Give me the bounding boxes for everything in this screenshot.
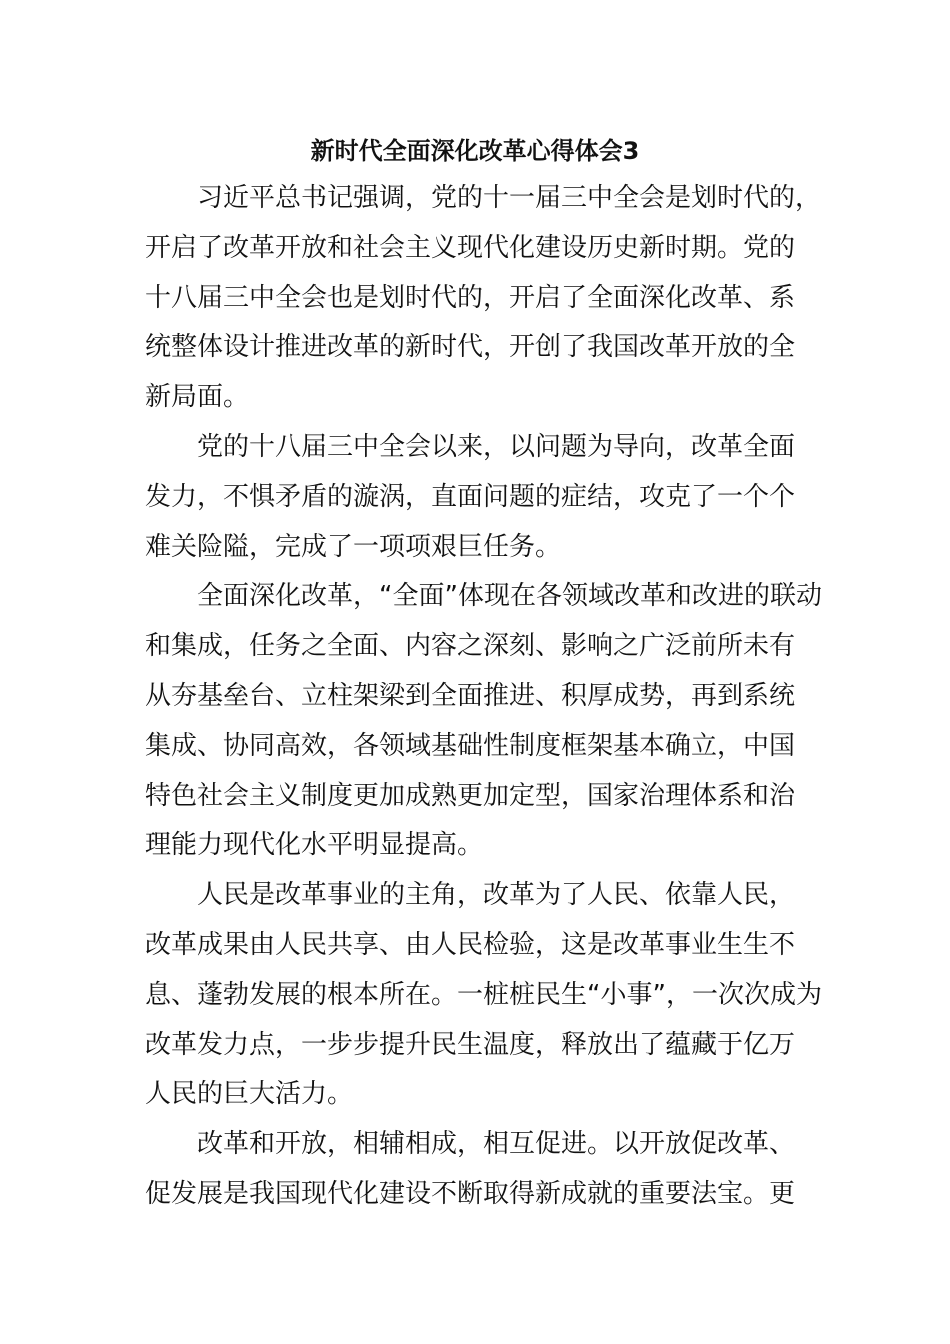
document-body xyxy=(145,174,822,1220)
text-line: 息、蓬勃发展的根本所在。一桩桩民生“小事”，一次次成为 xyxy=(145,979,822,1010)
text-line: 集成、协同高效，各领域基础性制度框架基本确立，中国 xyxy=(145,730,796,761)
text-line: 十八届三中全会也是划时代的，开启了全面深化改革、系 xyxy=(145,282,796,313)
text-line: 党的十八届三中全会以来，以问题为导向，改革全面 xyxy=(197,431,796,462)
paragraph-3 xyxy=(145,572,822,871)
text-line: 人民是改革事业的主角，改革为了人民、依靠人民， xyxy=(197,880,796,911)
text-line: 发力，不惧矛盾的漩涡，直面问题的症结，攻克了一个个 xyxy=(145,481,796,512)
text-line: 改革成果由人民共享、由人民检验，这是改革事业生生不 xyxy=(145,929,796,960)
text-line: 从夯基垒台、立柱架梁到全面推进、积厚成势，再到系统 xyxy=(145,680,796,711)
text-line: 和集成，任务之全面、内容之深刻、影响之广泛前所未有 xyxy=(145,631,796,662)
text-line: 改革发力点，一步步提升民生温度，释放出了蕴藏于亿万 xyxy=(145,1029,796,1060)
document-title: 新时代全面深化改革心得体会3 xyxy=(310,137,640,165)
text-line: 改革和开放，相辅相成，相互促进。以开放促改革、 xyxy=(197,1129,796,1160)
text-line: 全面深化改革，“全面”体现在各领域改革和改进的联动 xyxy=(197,581,822,612)
text-line: 新局面。 xyxy=(145,382,250,413)
text-line: 特色社会主义制度更加成熟更加定型，国家治理体系和治 xyxy=(145,780,796,811)
text-line: 人民的巨大活力。 xyxy=(145,1079,354,1110)
text-line: 难关险隘，完成了一项项艰巨任务。 xyxy=(145,531,562,562)
paragraph-5 xyxy=(145,1120,810,1220)
text-line: 习近平总书记强调，党的十一届三中全会是划时代的， xyxy=(197,183,822,213)
text-line: 统整体设计推进改革的新时代，开创了我国改革开放的全 xyxy=(145,332,796,363)
paragraph-2 xyxy=(145,423,810,572)
paragraph-4 xyxy=(145,871,822,1120)
paragraph-1 xyxy=(145,174,822,423)
text-line: 理能力现代化水平明显提高。 xyxy=(145,830,484,861)
text-line: 促发展是我国现代化建设不断取得新成就的重要法宝。更 xyxy=(145,1178,796,1209)
text-line: 开启了改革开放和社会主义现代化建设历史新时期。党的 xyxy=(145,232,796,263)
